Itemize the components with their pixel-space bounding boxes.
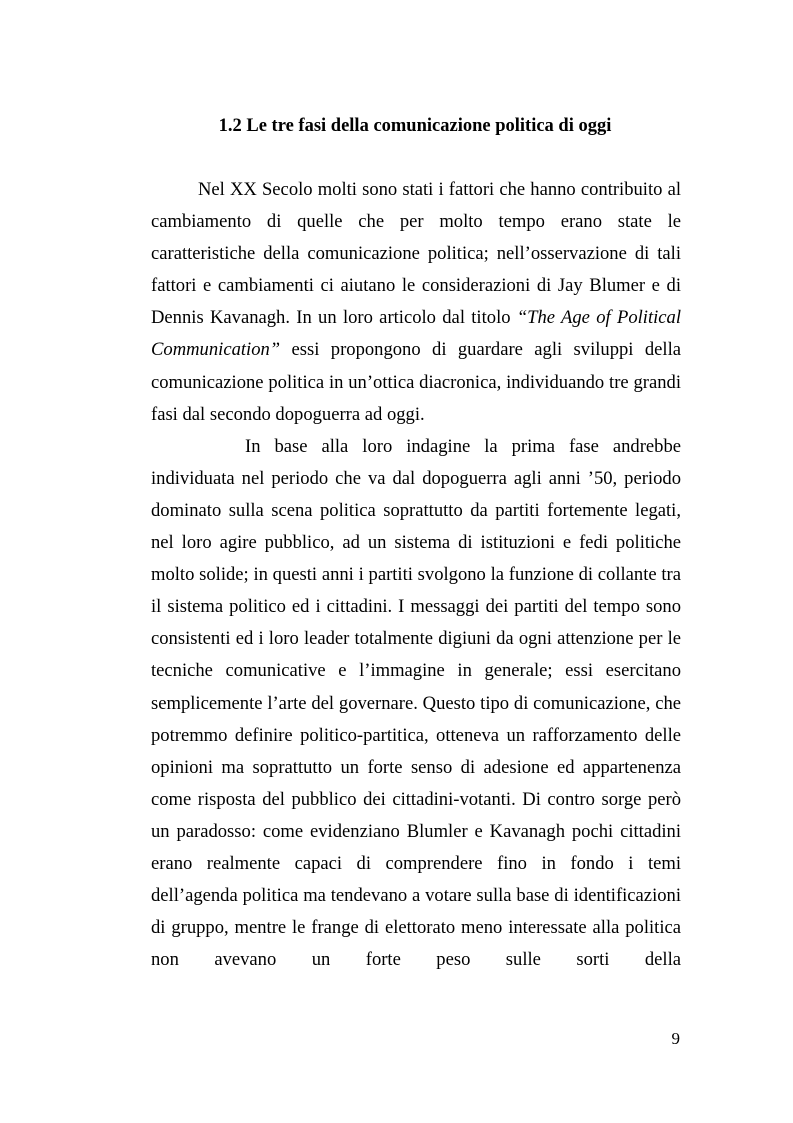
cited-article-title: “The Age of Political Communication”: [151, 307, 681, 361]
body-text: [151, 174, 681, 976]
section-heading: 1.2 Le tre fasi della comunicazione politica di oggi: [218, 116, 612, 136]
paragraph-1-text-b: essi propongono di guardare agli sviluppi della comunicazione politica in un’ottica diacronica, individuando tre grandi fasi dal secondo dopoguerra ad oggi.: [151, 339, 681, 425]
page-number: 9: [671, 1029, 680, 1048]
paragraph-2: In base alla loro indagine la prima fase andrebbe individuata nel periodo che va dal dopoguerra agli anni ’50, periodo dominato sulla scena politica soprattutto da partiti fortemente legati, nel loro agire pubblico, ad un sistema di istituzioni e fedi politiche molto solide; in questi anni i partiti svolgono la funzione di collante tra il sistema politico ed i cittadini. I messaggi dei partiti del tempo sono consistenti ed i loro leader totalmente digiuni da ogni attenzione per le tecniche comunicative e l’immagine in generale; essi esercitano semplicemente l’arte del governare. Questo tipo di comunicazione, che potremmo definire politico-partitica, otteneva un rafforzamento delle opinioni ma soprattutto un forte senso di adesione ed appartenenza come risposta del pubblico dei cittadini-votanti. Di contro sorge però un paradosso: come evidenziano Blumler e Kavanagh pochi cittadini erano realmente capaci di comprendere fino in fondo i temi dell’agenda politica ma tendevano a votare sulla base di identificazioni di gruppo, mentre le frange di elettorato meno interessate alla politica non avevano un forte peso sulle sorti della: [151, 435, 681, 971]
paragraph-1-text-a: Nel XX Secolo molti sono stati i fattori che hanno contribuito al cambiamento di quelle che per molto tempo erano state le caratteristiche della comunicazione politica; nell’osservazione di tali fattori e cambiamenti ci aiutano le considerazioni di Jay Blumer e di Dennis Kavanagh. In un loro articolo dal titolo: [151, 179, 681, 329]
paragraph-1: [151, 174, 681, 431]
